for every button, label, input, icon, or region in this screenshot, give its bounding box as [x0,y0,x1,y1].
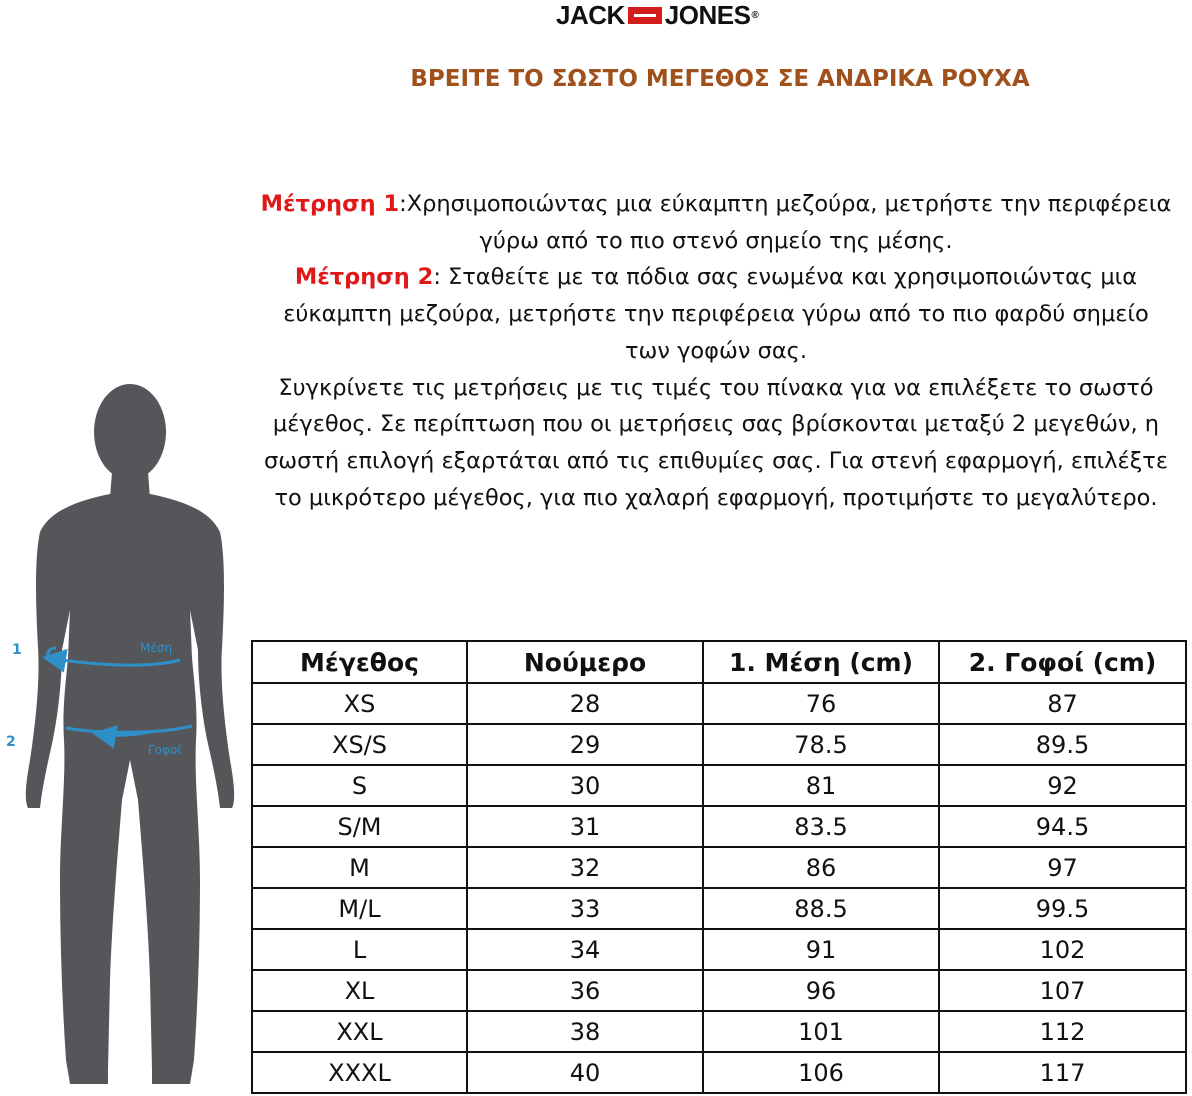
cell-number: 38 [467,1011,703,1052]
cell-hips: 97 [939,847,1186,888]
brand-logo-left: JACK [556,0,625,30]
table-row [252,1011,1186,1052]
cell-size: L [252,929,467,970]
cell-size: XL [252,970,467,1011]
size-chart-table [251,640,1187,1094]
cell-size: S [252,765,467,806]
table-row [252,806,1186,847]
cell-hips: 117 [939,1052,1186,1093]
compare-text: Συγκρίνετε τις μετρήσεις με τις τιμές του πίνακα για να επιλέξετε το σωστό μέγεθος. Σε περίπτωση που οι μετρήσεις σας βρίσκονται μεταξύ 2 μεγεθών, η σωστή επιλογή εξαρτάται από τις επιθυμίες σας. Για στενή εφαρμογή, επιλέξτε το μικρότερο μέγεθος, για πιο χαλαρή εφαρμογή, προτιμήστε το μεγαλύτερο. [264,374,1168,511]
cell-waist: 91 [703,929,939,970]
page-title: ΒΡΕΙΤΕ ΤΟ ΣΩΣΤΟ ΜΕΓΕΘΟΣ ΣΕ ΑΝΔΡΙΚΑ ΡΟΥΧΑ [410,66,1030,92]
cell-hips: 87 [939,683,1186,724]
cell-number: 30 [467,765,703,806]
cell-size: S/M [252,806,467,847]
cell-waist: 88.5 [703,888,939,929]
cell-hips: 102 [939,929,1186,970]
brand-logo [556,0,758,30]
registered-mark: ® [751,9,759,21]
table-row [252,683,1186,724]
cell-number: 36 [467,970,703,1011]
cell-number: 29 [467,724,703,765]
brand-logo-mark [628,7,662,24]
cell-size: M [252,847,467,888]
page-title-wrap [340,66,1100,92]
cell-number: 33 [467,888,703,929]
cell-hips: 107 [939,970,1186,1011]
cell-size: XXXL [252,1052,467,1093]
hips-label: Γοφοί [148,743,182,757]
measurement-1-label: Μέτρηση 1 [260,191,400,217]
waist-label: Μέση [140,641,173,655]
cell-waist: 78.5 [703,724,939,765]
table-row [252,765,1186,806]
cell-hips: 99.5 [939,888,1186,929]
cell-size: XXL [252,1011,467,1052]
cell-waist: 81 [703,765,939,806]
cell-hips: 92 [939,765,1186,806]
header-number: Νούμερο [467,641,703,683]
cell-size: XS/S [252,724,467,765]
cell-size: XS [252,683,467,724]
hips-number: 2 [6,734,16,750]
table-row [252,724,1186,765]
measurement-2-label: Μέτρηση 2 [294,264,434,291]
body-measurement-figure [0,380,250,1096]
cell-number: 31 [467,806,703,847]
cell-hips: 112 [939,1011,1186,1052]
header-size: Μέγεθος [252,641,467,683]
cell-waist: 106 [703,1052,939,1093]
table-row [252,970,1186,1011]
cell-hips: 94.5 [939,806,1186,847]
cell-waist: 101 [703,1011,939,1052]
cell-number: 40 [467,1052,703,1093]
header-hips: 2. Γοφοί (cm) [939,641,1186,683]
measurement-1-text: :Χρησιμοποιώντας μια εύκαμπτη μεζούρα, μετρήστε την περιφέρεια γύρω από το πιο στενό σημείο της μέσης. [399,191,1172,254]
cell-waist: 83.5 [703,806,939,847]
cell-size: M/L [252,888,467,929]
table-row [252,847,1186,888]
waist-number: 1 [12,642,22,658]
table-row [252,888,1186,929]
cell-waist: 96 [703,970,939,1011]
table-row [252,929,1186,970]
cell-number: 28 [467,683,703,724]
header-waist: 1. Μέση (cm) [703,641,939,683]
measurement-2-text: : Σταθείτε με τα πόδια σας ενωμένα και χρησιμοποιώντας μια εύκαμπτη μεζούρα, μετρήστε την περιφέρεια γύρω από το πιο φαρδύ σημείο των γοφών σας. [283,264,1149,364]
table-row [252,1052,1186,1093]
measurement-instructions [258,186,1174,516]
cell-number: 32 [467,847,703,888]
cell-waist: 86 [703,847,939,888]
cell-waist: 76 [703,683,939,724]
cell-number: 34 [467,929,703,970]
brand-logo-right: JONES [664,0,751,30]
table-header-row [252,641,1186,683]
cell-hips: 89.5 [939,724,1186,765]
